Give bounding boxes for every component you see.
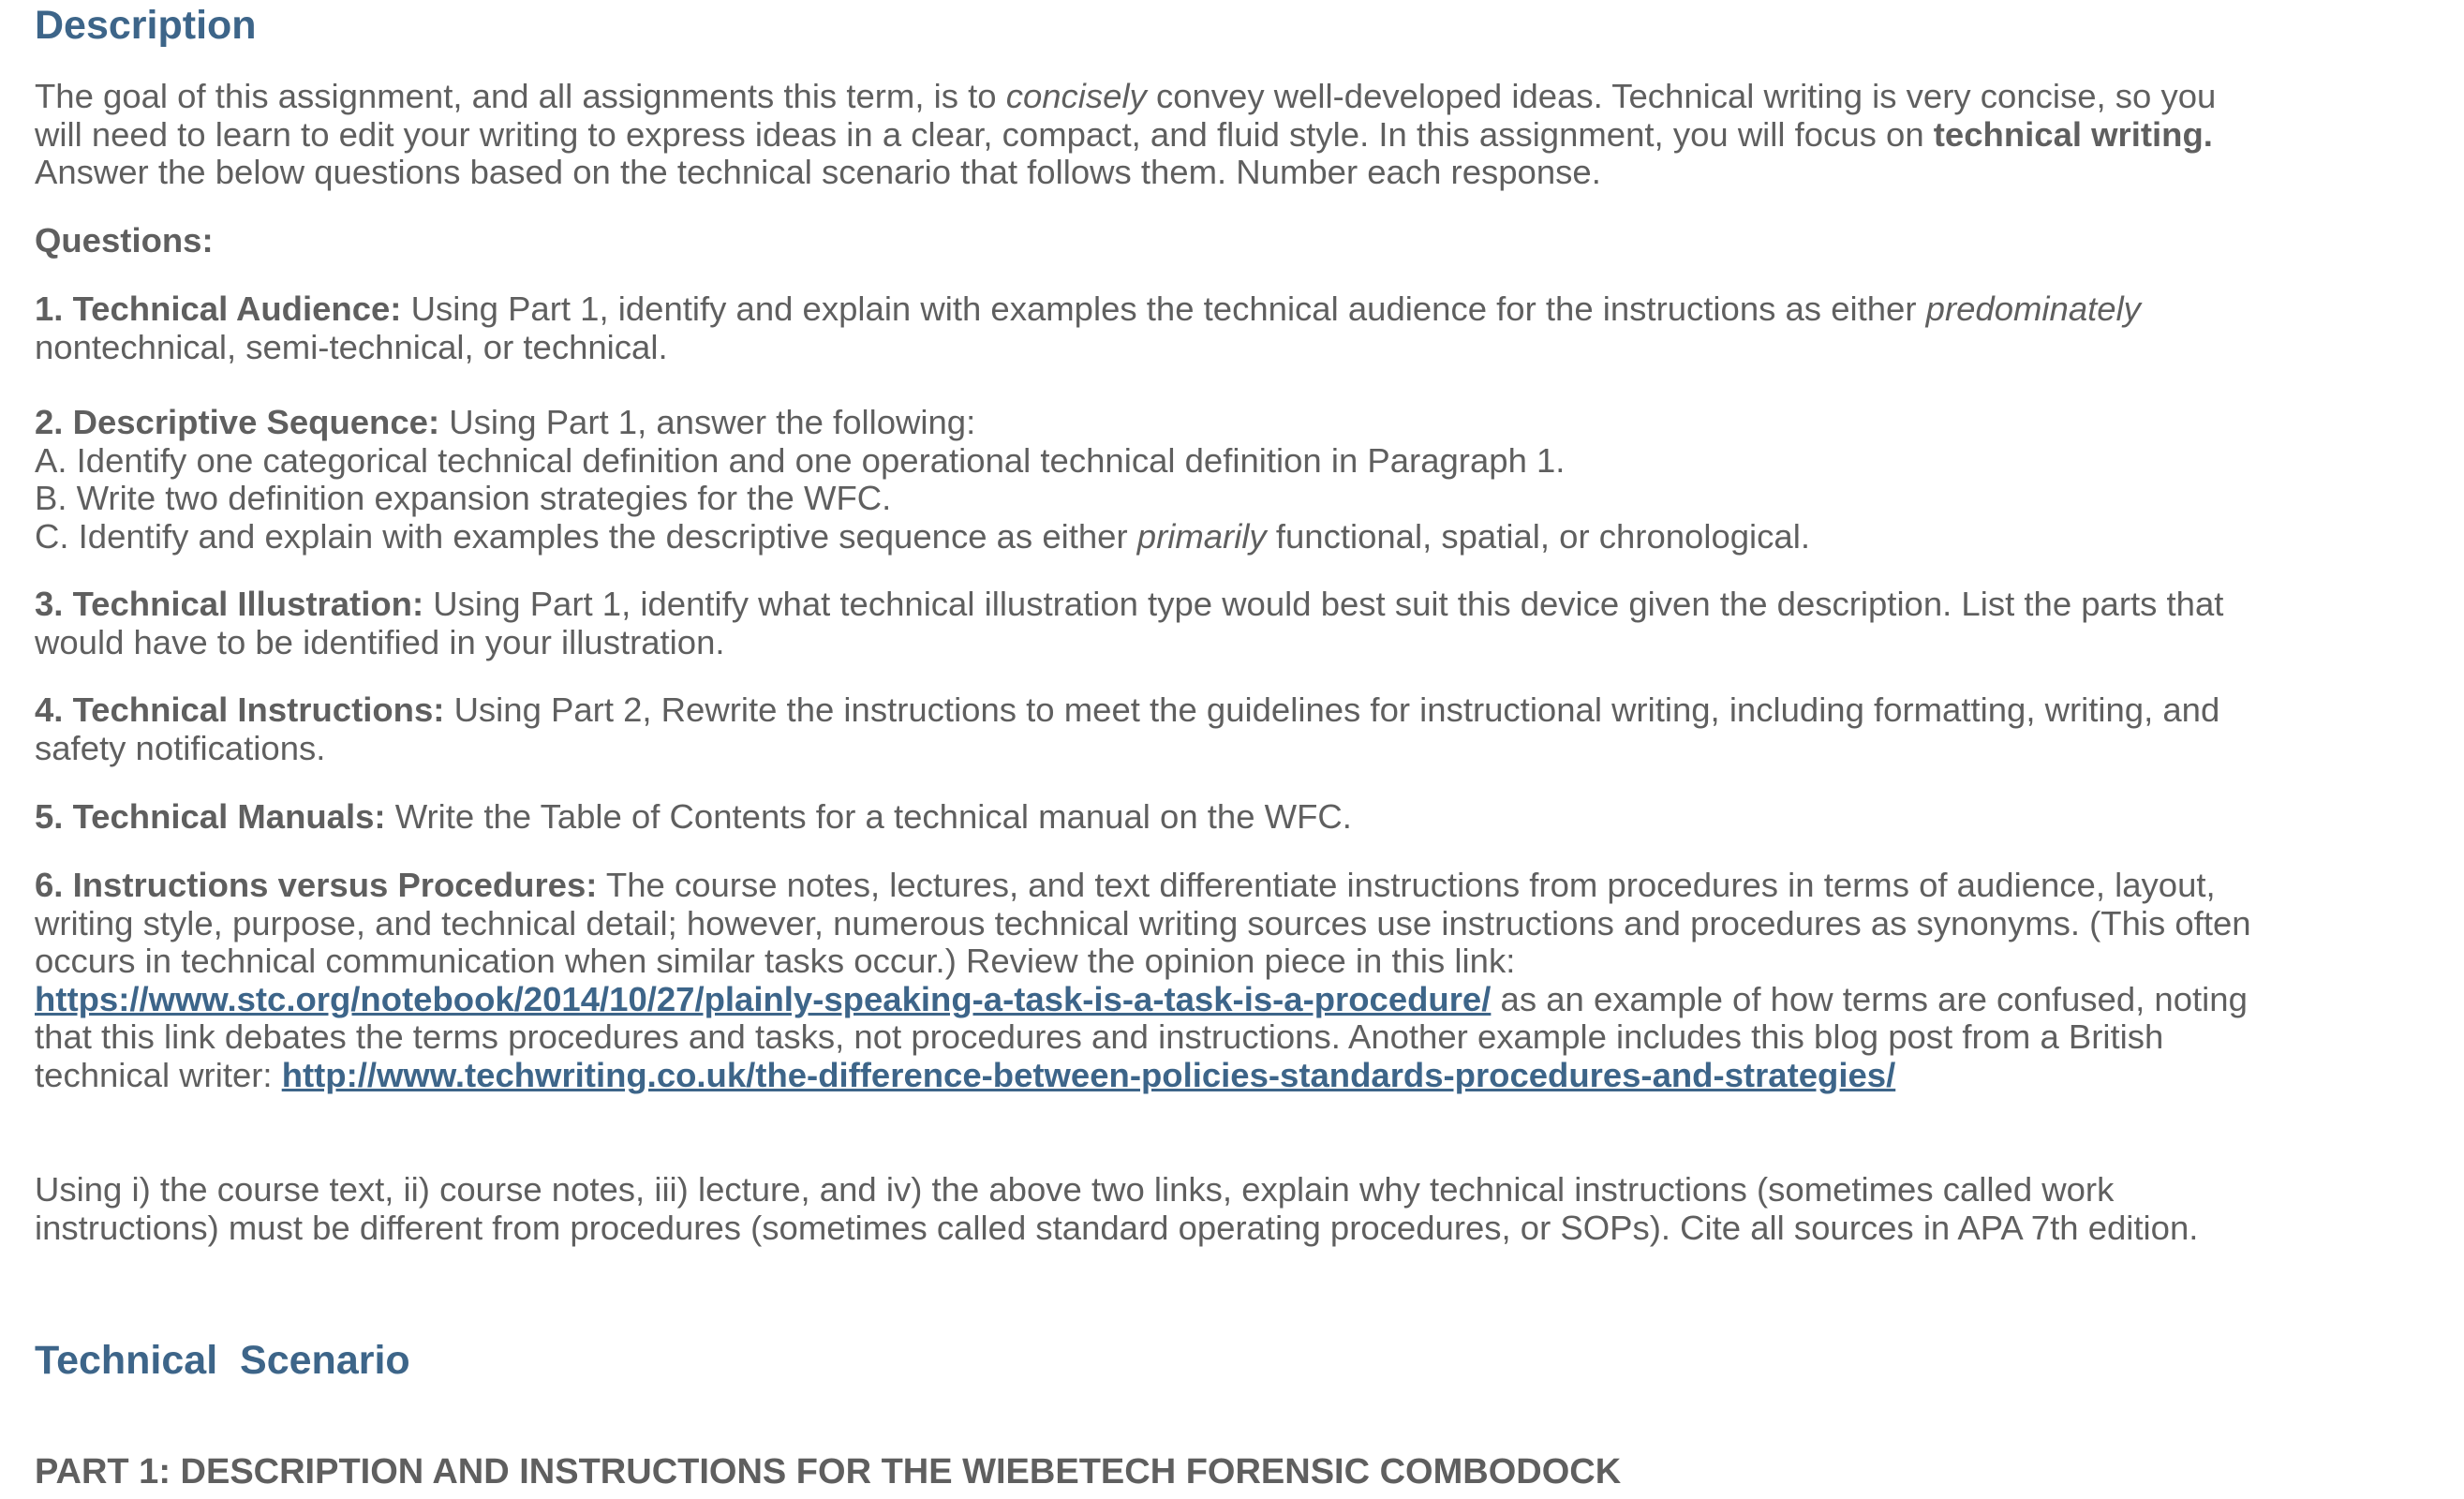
intro-strong: technical writing.	[1933, 114, 2213, 154]
question-2-text: Using Part 1, answer the following:	[439, 403, 976, 441]
question-5-label: 5. Technical Manuals:	[35, 797, 386, 836]
question-2-item-c-text-2: functional, spatial, or chronological.	[1266, 516, 1810, 556]
technical-scenario-heading: Technical Scenario	[35, 1338, 410, 1383]
question-2-item-c-text-1: C. Identify and explain with examples the descriptive sequence as either	[35, 516, 1137, 556]
question-4-text: Using Part 2, Rewrite the instructions to meet the guidelines for instructional writing, including formatting, writing, and safety notifications.	[35, 690, 2220, 767]
question-2-line-intro	[35, 404, 2255, 442]
question-2	[35, 404, 2255, 556]
intro-text-3: Answer the below questions based on the technical scenario that follows them. Number each response.	[35, 153, 1601, 191]
question-2-label: 2. Descriptive Sequence:	[35, 403, 440, 441]
intro-text-2: convey well-developed ideas. Technical writing is very concise, so you will need to learn to edit your writing to express ideas in a clear, compact, and fluid style. In this assignment, you will focus on	[35, 77, 2217, 154]
question-1-label: 1. Technical Audience:	[35, 289, 402, 328]
question-5-text: Write the Table of Contents for a technical manual on the WFC.	[385, 797, 1352, 836]
question-6-text-1: The course notes, lectures, and text differentiate instructions from procedures in terms of audience, layout, writing style, purpose, and technical detail; however, numerous technical writing sources use instructions and procedures as synonyms. (This often occurs in technical communication when similar tasks occur.) Review the opinion piece in this link:	[35, 866, 2251, 980]
question-3-text: Using Part 1, identify what technical illustration type would best suit this device given the description. List the parts that would have to be identified in your illustration.	[35, 585, 2224, 661]
question-2-item-a: A. Identify one categorical technical definition and one operational technical definition in Paragraph 1.	[35, 440, 1566, 480]
intro-paragraph	[35, 78, 2255, 192]
part-1-heading: PART 1: DESCRIPTION AND INSTRUCTIONS FOR THE WIEBETECH FORENSIC COMBODOCK	[35, 1452, 1622, 1492]
question-6-label: 6. Instructions versus Procedures:	[35, 866, 598, 904]
description-heading: Description	[35, 3, 257, 48]
question-6-text-2: as an example of how terms are confused, noting that this link debates the terms procedures and tasks, not procedures and instructions. Another example includes this blog post from a British technical writer:	[35, 979, 2248, 1094]
stc-article-link[interactable]: https://www.stc.org/notebook/2014/10/27/plainly-speaking-a-task-is-a-task-is-a-procedure/	[35, 979, 1492, 1018]
question-4	[35, 691, 2255, 767]
question-3-label: 3. Technical Illustration:	[35, 585, 424, 623]
question-1-text-1: Using Part 1, identify and explain with examples the technical audience for the instructions as either	[401, 289, 1926, 328]
question-1-emphasis: predominately	[1925, 289, 2141, 328]
intro-text-1: The goal of this assignment, and all assignments this term, is to	[35, 77, 1006, 115]
question-2-item-c-emphasis: primarily	[1136, 516, 1267, 556]
question-1	[35, 290, 2255, 366]
techwriting-blog-link[interactable]: http://www.techwriting.co.uk/the-difference-between-policies-standards-procedures-and-strategies/	[281, 1055, 1896, 1094]
question-4-label: 4. Technical Instructions:	[35, 690, 445, 729]
question-5	[35, 798, 2255, 837]
question-2-item-c	[35, 518, 2255, 557]
questions-label	[35, 222, 2255, 260]
questions-label-text: Questions:	[35, 221, 214, 260]
question-1-text-2: nontechnical, semi-technical, or technical.	[35, 327, 668, 366]
intro-emphasis: concisely	[1005, 77, 1147, 115]
question-2-item-b: B. Write two definition expansion strategies for the WFC.	[35, 479, 892, 517]
question-6-followup: Using i) the course text, ii) course notes, iii) lecture, and iv) the above two links, explain why technical instructions (sometimes called work instructions) must be different from procedures (sometimes called standard operating procedures, or SOPs). Cite all sources in APA 7th edition.	[35, 1170, 2199, 1247]
question-3	[35, 586, 2255, 661]
question-6	[35, 867, 2255, 1094]
